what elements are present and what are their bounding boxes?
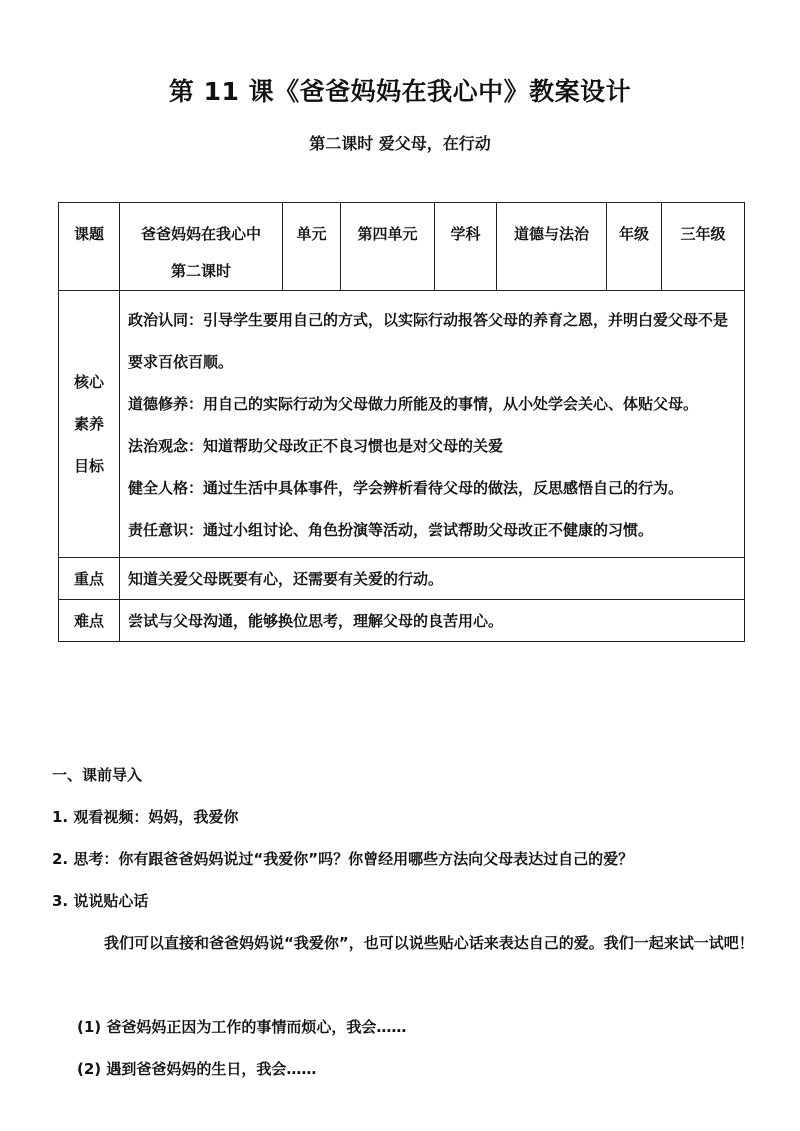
grade-label-cell: 年级 (607, 203, 662, 291)
core-goal-item: 健全人格：通过生活中具体事件，学会辨析看待父母的做法，反思感悟自己的行为。 (128, 479, 684, 497)
key-point-label: 重点 (59, 558, 120, 600)
document-subtitle: 第二课时 爱父母，在行动 (309, 134, 491, 153)
core-goals-row (59, 291, 745, 558)
topic-value-line1: 爸爸妈妈在我心中 (140, 225, 261, 243)
list-item: 1. 观看视频：妈妈，我爱你 (52, 808, 239, 826)
core-goal-item: 政治认同：引导学生要用自己的方式，以实际行动报答父母的养育之恩，并明白爱父母不是要求百依百顺。 (128, 311, 729, 371)
list-item: 3. 说说贴心话 (52, 892, 149, 910)
core-goal-item: 法治观念：知道帮助父母改正不良习惯也是对父母的关爱 (128, 437, 504, 455)
sub-list-item: (1) 爸爸妈妈正因为工作的事情而烦心，我会…… (77, 1018, 407, 1036)
topic-value-line2: 第二课时 (170, 262, 231, 280)
core-goal-item: 道德修养：用自己的实际行动为父母做力所能及的事情，从小处学会关心、体贴父母。 (128, 395, 699, 413)
unit-label-cell: 单元 (283, 203, 341, 291)
topic-value-cell (120, 203, 283, 291)
core-goal-item: 责任意识：通过小组讨论、角色扮演等活动，尝试帮助父母改正不健康的习惯。 (128, 521, 654, 539)
key-point-row (59, 558, 745, 600)
document-title: 第 11 课《爸爸妈妈在我心中》教案设计 (168, 77, 632, 106)
subject-label-cell: 学科 (435, 203, 497, 291)
difficulty-row (59, 600, 745, 642)
topic-label-cell: 课题 (59, 203, 120, 291)
subject-value-cell: 道德与法治 (497, 203, 607, 291)
key-point-value: 知道关爱父母既要有心，还需要有关爱的行动。 (120, 558, 745, 600)
sub-list-item: (2) 遇到爸爸妈妈的生日，我会…… (77, 1060, 317, 1078)
table-header-row (59, 203, 745, 291)
section-heading: 一、课前导入 (52, 766, 143, 784)
list-item: 2. 思考：你有跟爸爸妈妈说过“我爱你”吗？你曾经用哪些方法向父母表达过自己的爱？ (52, 850, 634, 868)
core-goals-content (120, 291, 745, 558)
lesson-plan-table (58, 202, 745, 642)
difficulty-value: 尝试与父母沟通，能够换位思考，理解父母的良苦用心。 (120, 600, 745, 642)
grade-value-cell: 三年级 (662, 203, 745, 291)
difficulty-label: 难点 (59, 600, 120, 642)
core-goals-label: 核心 素养 目标 (59, 291, 120, 558)
intro-paragraph: 我们可以直接和爸爸妈妈说“我爱你”，也可以说些贴心话来表达自己的爱。我们一起来试一试吧！ (104, 934, 754, 952)
unit-value-cell: 第四单元 (341, 203, 435, 291)
